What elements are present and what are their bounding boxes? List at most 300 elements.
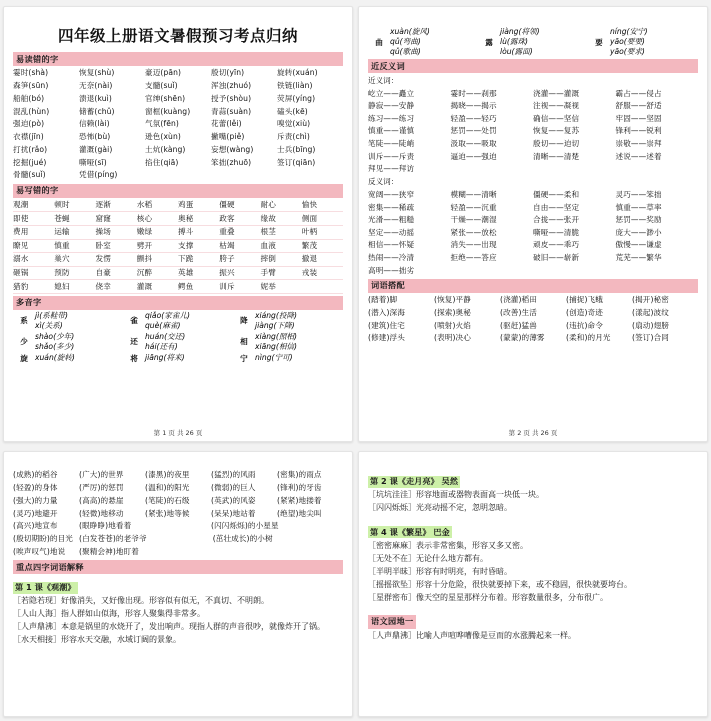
collocation-cell: (潜入)深海 xyxy=(368,307,405,317)
polyphonic-group xyxy=(13,353,123,364)
table-row xyxy=(13,80,343,93)
top-spacer xyxy=(368,458,698,469)
collocation-cell: (蒙蒙)的薄雾 xyxy=(500,333,545,343)
word-cell: 核心 xyxy=(136,213,153,223)
collocation-cell: (驱赶)猛兽 xyxy=(500,320,537,330)
collocation-cell: (扇动)翅膀 xyxy=(632,320,669,330)
document-page-1 xyxy=(3,6,353,442)
polyphonic-group xyxy=(123,311,233,331)
word-cell: 嘶哑(sī) xyxy=(79,157,107,167)
table-row xyxy=(13,533,343,546)
table-row xyxy=(13,131,343,144)
lesson-header-4: 第 4 课《繁星》 巴金 xyxy=(370,526,450,537)
collocation-cell: (揭开)秘密 xyxy=(632,295,669,305)
word-cell: 巢穴 xyxy=(54,254,70,264)
polyphonic-readings xyxy=(255,353,293,363)
table-row xyxy=(368,307,698,320)
table-row xyxy=(368,227,698,240)
polyphonic-group xyxy=(368,27,478,57)
polyphonic-readings xyxy=(35,311,68,331)
polyphonic-readings xyxy=(255,311,297,331)
word-cell: 无奈(nài) xyxy=(79,81,113,91)
word-pair: 练习——练习 xyxy=(368,113,415,123)
phrase-cell xyxy=(279,520,345,533)
table-row xyxy=(368,189,698,202)
phrase-cell: (成熟)的稻谷 xyxy=(13,470,58,480)
word-cell: 砸锅 xyxy=(13,267,29,277)
word-cell: 枯竭 xyxy=(219,240,235,250)
polyphonic-char: 旋 xyxy=(20,353,28,363)
polyphonic-readings xyxy=(145,353,185,363)
phrase-cell: (轻盈)的身体 xyxy=(13,483,58,493)
reading: qǔ(歌曲) xyxy=(390,47,421,57)
reading: shào(少年) xyxy=(35,331,75,341)
word-pair: 述说——述着 xyxy=(615,151,662,161)
table-row xyxy=(13,280,343,294)
phrase-cell: (灵巧)地避开 xyxy=(13,508,58,518)
word-cell: 水稻 xyxy=(136,200,153,210)
collocation-cell: (漾起)波纹 xyxy=(632,307,669,317)
phrase-cell: (广大)的世界 xyxy=(79,470,124,480)
word-pair xyxy=(533,163,616,176)
word-cell: 支髓(suǐ) xyxy=(145,81,178,91)
word-cell: 妄想(wàng) xyxy=(211,144,254,154)
table-row xyxy=(368,150,698,163)
polyphonic-group xyxy=(13,332,123,352)
word-cell: 重叠 xyxy=(219,227,235,237)
polyphonic-char: 宁 xyxy=(240,353,248,363)
page-title: 四年级上册语文暑假预习考点归纳 xyxy=(57,26,298,45)
collocation-cell: (表明)决心 xyxy=(434,333,471,343)
phrase-cell xyxy=(145,520,211,533)
word-pair: 傲慢——谦虚 xyxy=(615,240,662,250)
word-cell: 妮举 xyxy=(260,281,276,291)
word-pair: 笔陡——陡峭 xyxy=(368,139,415,149)
word-pair: 拒绝——答应 xyxy=(450,252,497,262)
lesson-header-1: 第 1 课《观潮》 xyxy=(15,582,76,593)
word-cell: 劈开 xyxy=(136,240,153,250)
polyphonic-group xyxy=(123,332,233,352)
polyphonic-char: 系 xyxy=(20,316,28,326)
polyphonic-char: 还 xyxy=(130,337,138,347)
section-header-polyphonic: 多音字 xyxy=(13,296,343,310)
word-pair: 顽皮——乖巧 xyxy=(533,240,580,250)
reading: jiàng(将领) xyxy=(499,27,540,36)
word-cell: 下跪 xyxy=(178,254,194,264)
word-pair: 荒芜——繁华 xyxy=(615,252,662,262)
phrase-cell: (紧紧)地搂着 xyxy=(277,495,322,505)
word-cell: 撤退 xyxy=(301,254,318,264)
table-row xyxy=(13,240,343,254)
polyphonic-group xyxy=(123,353,233,364)
reading: xiàng(照相) xyxy=(254,331,297,341)
collocation-cell: (喷射)火焰 xyxy=(434,320,471,330)
word-cell: 签订(qiān) xyxy=(277,157,316,167)
reading: jiàng(下降) xyxy=(254,320,295,330)
table-row xyxy=(368,125,698,138)
phrase-cell: (锋利)的牙齿 xyxy=(277,483,322,493)
word-cell: 凭借(píng) xyxy=(79,170,118,180)
section-header-easy-misread: 易读错的字 xyxy=(13,52,343,66)
table-row xyxy=(368,88,698,101)
word-cell: 灌溉(gài) xyxy=(79,144,113,154)
table-row xyxy=(13,212,343,226)
word-pair: 嘶哑——清脆 xyxy=(533,227,580,237)
phrase-cell: (笔陡)的石级 xyxy=(145,495,190,505)
collocation-cell: (改善)生活 xyxy=(500,307,537,317)
word-cell: 奥秘 xyxy=(178,213,194,223)
phrase-cell: (茁壮成长)的小树 xyxy=(212,534,273,544)
reading: níng(安宁) xyxy=(609,27,648,36)
collocation-cell: (恢复)平静 xyxy=(434,295,471,305)
explain-item: ［密密麻麻］表示非常密集，形容又多又密。 xyxy=(368,540,528,550)
polyphonic-char: 将 xyxy=(130,353,138,363)
word-pair: 宽阔——狭窄 xyxy=(368,190,415,200)
word-cell: 恢复(shù) xyxy=(79,68,115,78)
word-cell: 猎豹 xyxy=(13,281,29,291)
word-cell: 侥幸 xyxy=(95,281,111,291)
word-pair xyxy=(616,163,699,176)
table-row xyxy=(13,507,343,520)
word-cell: 振兴 xyxy=(219,267,235,277)
word-cell: 慎重 xyxy=(54,240,70,250)
explain-item: ［无处不在］无论什么地方都有。 xyxy=(368,553,488,563)
explain-item: ［人山人海］指人群如山似海，形容人聚集得非常多。 xyxy=(13,609,205,619)
word-cell: 鸡蛋 xyxy=(178,200,194,210)
word-pair: 训斥——斥责 xyxy=(368,151,415,161)
table-row xyxy=(13,93,343,106)
word-cell: 殷切(yīn) xyxy=(211,68,245,78)
word-pair: 惩罚——处罚 xyxy=(450,126,497,136)
phrase-cell: (白发苍苍)的老爷爷 xyxy=(79,534,147,544)
word-pair: 拜见——拜访 xyxy=(368,164,415,174)
reading: huán(交还) xyxy=(144,331,186,341)
table-row xyxy=(368,252,698,265)
explain-item: ［若隐若现］好像消失，又好像出现。形容似有似无，不真切、不明朗。 xyxy=(13,596,269,606)
explain-item: ［星群密布］像天空的星星那样分布着。形容数量很多，分布很广。 xyxy=(368,592,608,602)
word-pair: 紧张——放松 xyxy=(450,227,497,237)
word-cell: 铁链(liàn) xyxy=(277,81,313,91)
word-cell: 嗅觉(xiù) xyxy=(277,119,311,129)
word-cell: 瞭见 xyxy=(13,240,29,250)
reading: qǔ(弯曲) xyxy=(390,37,421,47)
reading: yāo(要求) xyxy=(609,47,645,57)
word-cell: 船舶(bó) xyxy=(13,93,45,103)
table-row xyxy=(368,100,698,113)
word-cell: 土炕(kàng) xyxy=(145,144,186,154)
word-cell: 叶柄 xyxy=(301,227,318,237)
word-cell: 森笋(sūn) xyxy=(13,81,49,91)
word-pair: 密集——稀疏 xyxy=(368,202,415,212)
word-pair xyxy=(616,264,699,277)
table-row xyxy=(13,199,343,213)
word-cell: 自豪 xyxy=(95,267,111,277)
polyphonic-group xyxy=(478,27,588,57)
word-cell: 血液 xyxy=(260,240,276,250)
word-cell: 政客 xyxy=(219,213,235,223)
polyphonic-group xyxy=(13,311,123,331)
word-cell: 灌溉 xyxy=(136,281,153,291)
word-cell: 顿时 xyxy=(54,200,70,210)
word-cell xyxy=(211,169,277,182)
collocation-cell: (建筑)住宅 xyxy=(368,320,405,330)
table-row xyxy=(368,163,698,176)
polyphonic-char: 露 xyxy=(485,37,493,47)
explain-item: ［摇摇欲坠］形容十分危险，很快就要掉下来，或不稳固，很快就要垮台。 xyxy=(368,579,632,589)
reading: xuán(旋转) xyxy=(35,353,75,363)
table-row xyxy=(13,469,343,482)
word-cell: 气氛(fēn) xyxy=(145,119,179,129)
word-cell: 逐渐 xyxy=(95,200,111,210)
page-footer: 第 2 页 共 26 页 xyxy=(508,429,558,437)
polyphonic-readings xyxy=(255,332,297,352)
word-cell: 斥责(chì) xyxy=(277,132,310,142)
collocation-cell: (探索)奥秘 xyxy=(434,307,471,317)
phrase-cell: (温和)的阳光 xyxy=(145,483,190,493)
word-cell: 侧面 xyxy=(301,213,318,223)
word-cell xyxy=(145,169,211,182)
word-cell: 僵硬 xyxy=(219,200,235,210)
word-pair: 牢固——坚固 xyxy=(615,113,662,123)
word-pair: 消失——出现 xyxy=(450,240,497,250)
word-pair: 慎重——谨慎 xyxy=(368,126,415,136)
word-pair: 逼迫——强迫 xyxy=(450,151,497,161)
reading: hái(还有) xyxy=(144,341,178,351)
table-row xyxy=(13,105,343,118)
reading: xuàn(旋风) xyxy=(390,27,430,36)
word-cell: 沉醉 xyxy=(136,267,153,277)
polyphonic-readings xyxy=(145,311,190,331)
word-pair: 庞大——渺小 xyxy=(615,227,662,237)
word-cell: 撇嘴(piě) xyxy=(211,132,245,142)
phrase-cell xyxy=(277,546,343,559)
collocation-cell: (签订)合同 xyxy=(632,333,669,343)
polyphonic-readings xyxy=(500,27,540,57)
table-row xyxy=(13,546,343,559)
word-pair: 僵硬——柔和 xyxy=(533,190,580,200)
word-pair: 浇灌——灌溉 xyxy=(533,88,580,98)
word-pair: 注视——凝视 xyxy=(533,101,580,111)
polyphonic-group xyxy=(233,332,343,352)
reading: shǎo(多少) xyxy=(35,341,75,351)
word-pair: 自由——坚定 xyxy=(533,202,580,212)
word-cell: 支撑 xyxy=(178,240,194,250)
word-cell: 观潮 xyxy=(13,200,29,210)
polyphonic-char: 曲 xyxy=(375,37,383,47)
word-pair: 破旧——崭新 xyxy=(533,252,580,262)
phrase-cell: (密集)的雨点 xyxy=(277,470,322,480)
word-pair: 坚定——动摇 xyxy=(368,227,415,237)
word-cell: 预防 xyxy=(54,267,70,277)
word-pair: 相信——怀疑 xyxy=(368,240,415,250)
word-cell: 即使 xyxy=(13,213,29,223)
polyphonic-char: 雀 xyxy=(130,316,138,326)
word-cell: 溺水 xyxy=(13,254,29,264)
word-cell: 嫩绿 xyxy=(136,227,153,237)
word-cell: 愉快 xyxy=(301,200,318,210)
reading: xiāng(相信) xyxy=(254,341,297,351)
word-cell: 豪迈(pān) xyxy=(145,68,182,78)
polyphonic-char: 少 xyxy=(20,337,28,347)
word-cell: 苍蝇 xyxy=(54,213,70,223)
polyphonic-char: 要 xyxy=(595,37,603,47)
word-cell: 发愣 xyxy=(95,254,111,264)
word-pair xyxy=(451,163,534,176)
word-pair: 霎时——刹那 xyxy=(450,88,497,98)
polyphonic-group xyxy=(233,311,343,331)
word-pair: 汲取——吸取 xyxy=(450,139,497,149)
word-pair: 恢复——复苏 xyxy=(533,126,580,136)
table-row xyxy=(368,138,698,151)
reading: yāo(要要) xyxy=(609,37,645,47)
section-header-synonyms-antonyms: 近反义词 xyxy=(368,59,698,73)
word-cell: 笨拙(zhuō) xyxy=(211,157,252,167)
word-cell xyxy=(277,169,343,182)
table-row xyxy=(368,264,698,277)
phrase-cell: (高兴)地宣布 xyxy=(13,521,58,531)
explain-item: ［闪闪烁烁］光亮动摇不定，忽明忽暗。 xyxy=(368,503,512,513)
word-cell: 恐怖(bù) xyxy=(79,132,111,142)
polyphonic-group xyxy=(588,27,698,57)
word-cell: 窗框(kuàng) xyxy=(145,106,191,116)
table-row xyxy=(368,294,698,307)
top-spacer xyxy=(13,458,343,469)
word-cell: 挖掘(jué) xyxy=(13,157,47,167)
reading: xiáng(投降) xyxy=(254,310,297,320)
word-cell: 储蓄(chǔ) xyxy=(79,106,115,116)
collocation-cell: (踏着)脚 xyxy=(368,295,398,305)
word-pair: 崇敬——崇拜 xyxy=(615,139,662,149)
word-cell: 操场 xyxy=(95,227,111,237)
word-cell: 胯子 xyxy=(219,254,235,264)
antonym-label: 反义词： xyxy=(368,177,399,187)
phrase-cell: (英武)的风姿 xyxy=(211,495,256,505)
word-pair: 锋利——锐利 xyxy=(615,126,662,136)
table-row xyxy=(13,267,343,281)
table-row xyxy=(13,520,343,533)
table-row xyxy=(368,201,698,214)
phrase-cell: (紧张)地等候 xyxy=(145,508,190,518)
word-cell: 摔倒 xyxy=(260,254,276,264)
reading: qiǎo(家雀儿) xyxy=(144,310,190,320)
phrase-cell: (猛烈)的风雨 xyxy=(211,470,256,480)
word-pair: 霸占——侵占 xyxy=(615,88,662,98)
phrase-cell: (眼睁睁)地看着 xyxy=(79,521,132,531)
word-cell: 旋转(xuán) xyxy=(277,68,318,78)
polyphonic-readings xyxy=(35,332,74,352)
polyphonic-readings xyxy=(610,27,648,57)
phrase-cell: (聚精会神)地盯着 xyxy=(79,546,139,556)
word-cell: 缘故 xyxy=(260,213,276,223)
table-row xyxy=(13,253,343,267)
word-cell: 媳妇 xyxy=(54,281,70,291)
polyphonic-group xyxy=(233,353,343,364)
section-header-collocations: 词语搭配 xyxy=(368,279,698,293)
word-pair: 光滑——粗糙 xyxy=(368,215,415,225)
reading: lòu(露面) xyxy=(499,47,533,57)
collocation-cell: (捕捉)飞蛾 xyxy=(566,295,603,305)
word-cell: 卧室 xyxy=(95,240,111,250)
word-pair: 轻盈——沉重 xyxy=(450,202,497,212)
word-pair: 揭晓——揭示 xyxy=(450,101,497,111)
phrase-cell: (殷切期盼)的目光 xyxy=(13,534,73,544)
polyphonic-readings xyxy=(390,27,430,57)
phrase-cell: (严厉)的惩罚 xyxy=(79,483,124,493)
polyphonic-char: 相 xyxy=(240,337,248,347)
word-cell: 繁茂 xyxy=(301,240,318,250)
phrase-cell: (呆呆)地站着 xyxy=(211,508,256,518)
word-cell: 戎装 xyxy=(301,267,318,277)
word-cell: 混乱(hùn) xyxy=(13,106,50,116)
word-cell: 颤抖 xyxy=(136,254,153,264)
phrase-cell: (闪闪烁烁)的小星星 xyxy=(211,521,279,531)
word-pair: 静寂——安静 xyxy=(368,101,415,111)
word-cell: 耐心 xyxy=(260,200,276,210)
section-header-garden: 语文园地一 xyxy=(368,615,416,629)
reading: lù(露珠) xyxy=(499,37,529,47)
word-cell: 窟窿 xyxy=(95,213,111,223)
synonym-label: 近义词： xyxy=(368,76,399,86)
phrase-cell: (唉声叹气)地说 xyxy=(13,546,66,556)
reading: què(麻雀) xyxy=(144,320,181,330)
word-cell: 骨髓(suǐ) xyxy=(13,170,46,180)
word-cell: 溃退(kuì) xyxy=(79,93,112,103)
explain-item: ［人声鼎沸］本意是锅里的水烧开了，发出响声。现指人群的声音很吵，就像炸开了锅。 xyxy=(13,622,325,632)
reading: nìng(宁可) xyxy=(254,353,293,363)
word-pair: 模糊——清晰 xyxy=(450,190,497,200)
phrase-cell xyxy=(211,546,277,559)
explain-item: ［坑坑洼洼］形容地面或器物表面高一块低一块。 xyxy=(368,490,544,500)
table-row xyxy=(13,482,343,495)
polyphonic-row xyxy=(368,27,698,57)
collocation-cell: (浇灌)稻田 xyxy=(500,295,537,305)
word-pair: 屹立——矗立 xyxy=(368,88,415,98)
phrase-cell xyxy=(279,533,345,546)
word-pair: 热闹——冷清 xyxy=(368,252,415,262)
document-page-4 xyxy=(358,451,708,717)
table-row xyxy=(368,214,698,227)
polyphonic-row xyxy=(13,332,343,352)
table-row xyxy=(368,113,698,126)
polyphonic-row xyxy=(13,311,343,331)
word-cell: 花蕾(lěi) xyxy=(211,119,242,129)
table-row xyxy=(13,169,343,182)
word-cell: 青蒜(suàn) xyxy=(211,106,252,116)
word-cell: 打扰(rǎo) xyxy=(13,144,48,154)
document-page-3 xyxy=(3,451,353,717)
phrase-cell: (漆黑)的夜里 xyxy=(145,470,190,480)
polyphonic-readings xyxy=(145,332,185,352)
word-cell: 授予(shòu) xyxy=(211,93,252,103)
collocation-cell: (违抗)命令 xyxy=(566,320,603,330)
table-row xyxy=(13,495,343,508)
document-page-2 xyxy=(358,6,708,442)
collocation-cell: (创造)奇迹 xyxy=(566,307,603,317)
word-cell: 浑浊(zhuó) xyxy=(211,81,252,91)
polyphonic-readings xyxy=(35,353,75,363)
word-pair: 轻盈——轻巧 xyxy=(450,113,497,123)
collocation-cell: (修建)浮头 xyxy=(368,333,405,343)
word-cell: 掐住(qiā) xyxy=(145,157,179,167)
word-cell: 手臂 xyxy=(260,267,276,277)
word-pair: 高明——拙劣 xyxy=(368,265,415,275)
word-cell: 衣襟(jīn) xyxy=(13,132,44,142)
word-cell: 根茎 xyxy=(260,227,276,237)
phrase-cell xyxy=(145,546,211,559)
phrase-cell: (微弱)的巨人 xyxy=(211,483,256,493)
table-row xyxy=(13,144,343,157)
word-pair: 舒服——舒适 xyxy=(615,101,662,111)
